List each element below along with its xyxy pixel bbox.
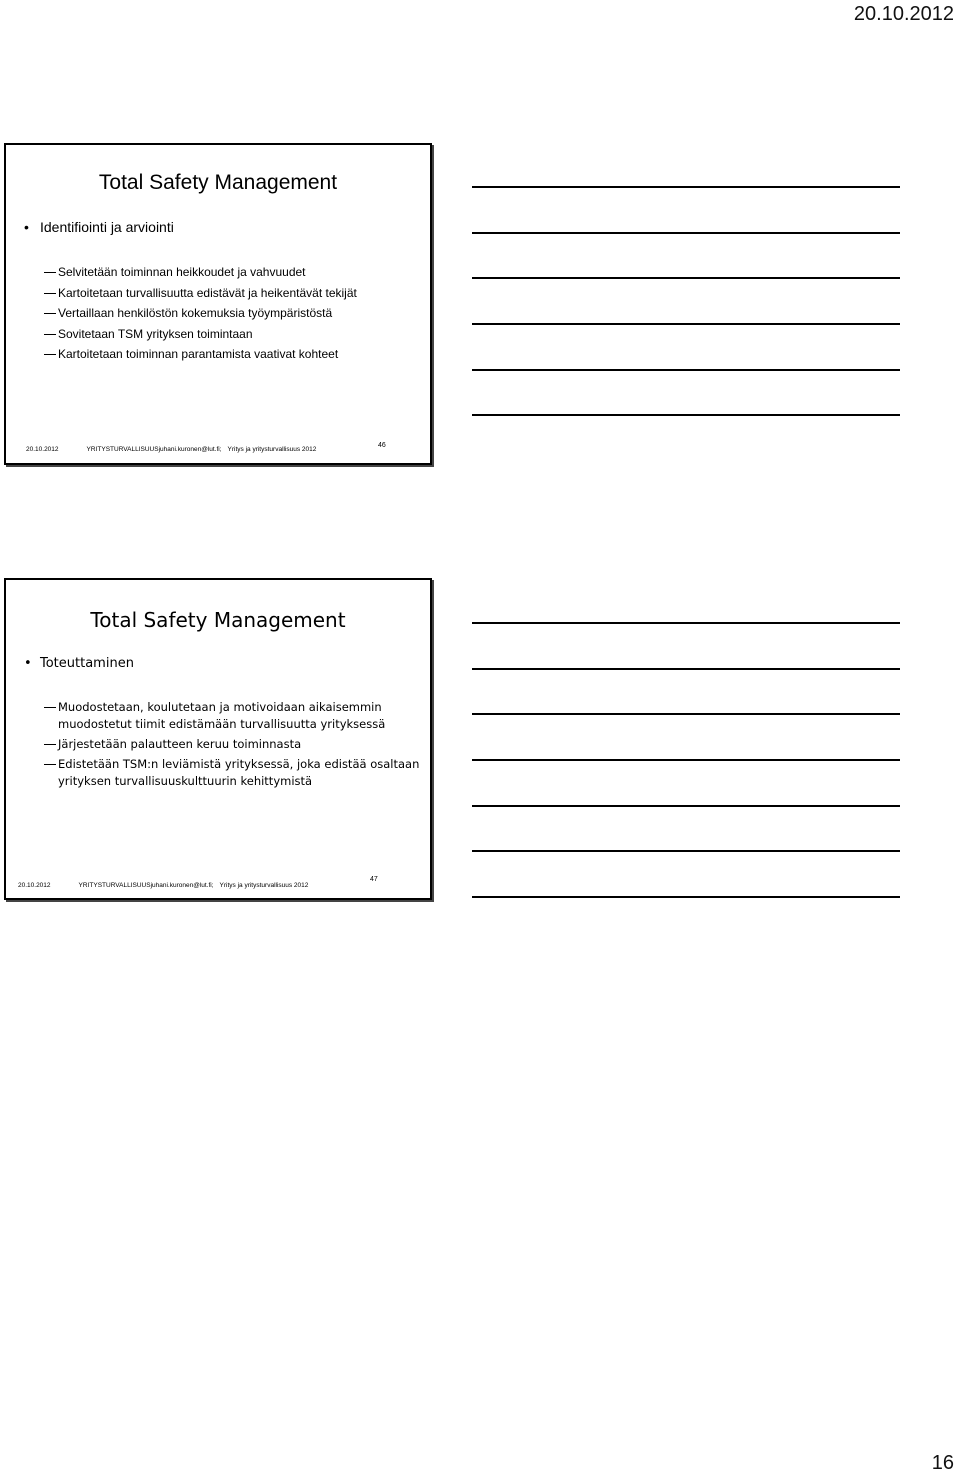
dash-icon bbox=[44, 334, 56, 335]
note-line bbox=[472, 713, 900, 715]
bullet-item bbox=[24, 219, 174, 235]
subitem: Sovitetaan TSM yrityksen toimintaan bbox=[44, 326, 424, 343]
bullet-dot-icon: • bbox=[24, 219, 29, 235]
slide-footer bbox=[18, 876, 424, 889]
bullet-item bbox=[24, 656, 134, 671]
subitem: Vertaillaan henkilöstön kokemuksia työympäristöstä bbox=[44, 305, 424, 322]
bullet-text: Toteuttaminen bbox=[40, 656, 134, 671]
subitem: Järjestetään palautteen keruu toiminnasta bbox=[44, 736, 424, 753]
slide-number: 47 bbox=[370, 876, 378, 883]
slide-number: 46 bbox=[378, 442, 386, 449]
page-date: 20.10.2012 bbox=[853, 3, 954, 25]
dash-icon bbox=[44, 354, 56, 355]
note-line bbox=[472, 323, 900, 325]
note-line bbox=[472, 277, 900, 279]
dash-icon bbox=[44, 707, 56, 708]
note-line bbox=[472, 896, 900, 898]
subitem: Kartoitetaan toiminnan parantamista vaativat kohteet bbox=[44, 346, 424, 363]
subitem: Edistetään TSM:n leviämistä yrityksessä, joka edistää osaltaan yrityksen turvallisuuskulttuurin kehittymistä bbox=[44, 756, 424, 790]
note-line bbox=[472, 622, 900, 624]
page-number: 16 bbox=[931, 1452, 954, 1474]
footer-org: YRITYSTURVALLISUUSjuhani.kuronen@lut.fi; Yritys ja yritysturvallisuus 2012 bbox=[86, 446, 317, 453]
footer-date: 20.10.2012 bbox=[26, 446, 59, 453]
note-line bbox=[472, 668, 900, 670]
subitem: Kartoitetaan turvallisuutta edistävät ja heikentävät tekijät bbox=[44, 285, 424, 302]
note-line bbox=[472, 369, 900, 371]
bullet-text: Identifiointi ja arviointi bbox=[40, 219, 174, 235]
subitem: Selvitetään toiminnan heikkoudet ja vahvuudet bbox=[44, 264, 424, 281]
note-line bbox=[472, 414, 900, 416]
slide-46 bbox=[4, 143, 432, 465]
bullet-dot-icon: • bbox=[24, 656, 32, 671]
dash-icon bbox=[44, 313, 56, 314]
note-line bbox=[472, 850, 900, 852]
subitem-list bbox=[44, 264, 424, 367]
dash-icon bbox=[44, 272, 56, 273]
dash-icon bbox=[44, 293, 56, 294]
dash-icon bbox=[44, 744, 56, 745]
note-line bbox=[472, 186, 900, 188]
note-line bbox=[472, 805, 900, 807]
slide-title: Total Safety Management bbox=[90, 608, 346, 632]
note-line bbox=[472, 759, 900, 761]
footer-date: 20.10.2012 bbox=[18, 882, 51, 889]
note-line bbox=[472, 232, 900, 234]
slide-47 bbox=[4, 578, 432, 900]
slide-title: Total Safety Management bbox=[98, 171, 338, 194]
slide-footer bbox=[26, 442, 424, 453]
footer-org: YRITYSTURVALLISUUSjuhani.kuronen@lut.fi; Yritys ja yritysturvallisuus 2012 bbox=[78, 882, 309, 889]
subitem: Muodostetaan, koulutetaan ja motivoidaan aikaisemmin muodostetut tiimit edistämään turvallisuutta yrityksessä bbox=[44, 699, 424, 733]
dash-icon bbox=[44, 764, 56, 765]
subitem-list bbox=[44, 699, 424, 793]
